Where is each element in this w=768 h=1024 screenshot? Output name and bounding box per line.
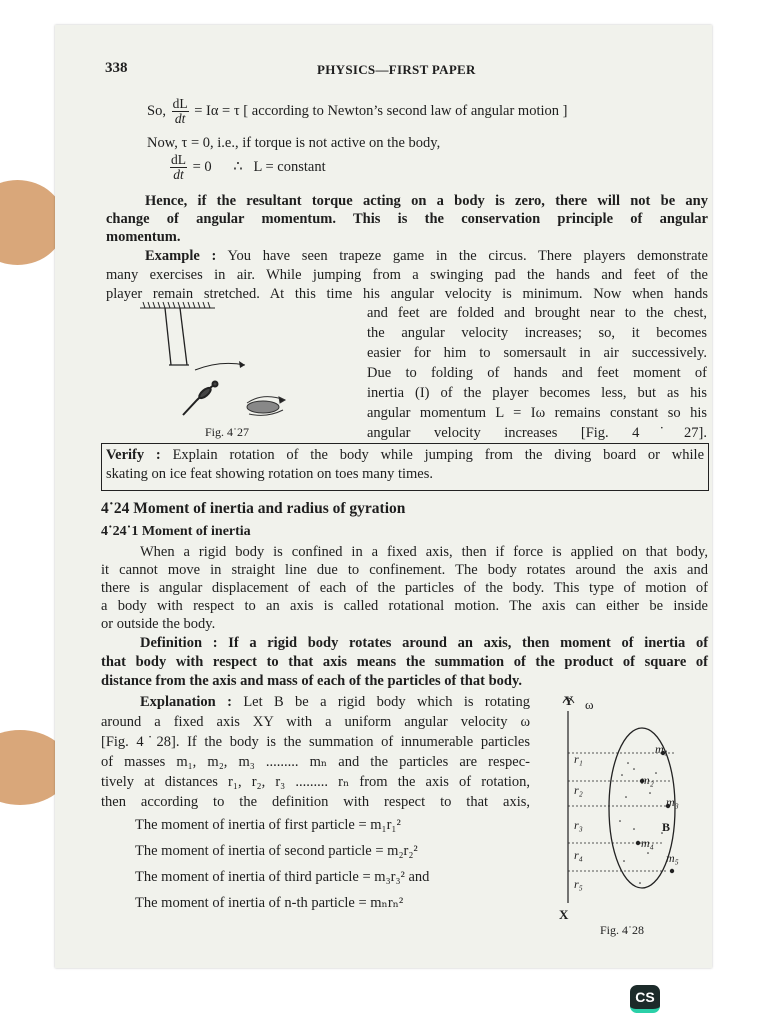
example-line-2: many exercises in air. While jumping from a swinging pad the hands and feet of the (106, 267, 708, 283)
fraction (172, 97, 189, 126)
fraction (170, 153, 187, 182)
conservation-line-2: change of angular momentum. This is the conservation principle of angular (106, 211, 708, 227)
example-wrap-4: Due to folding of hands and feet moment of (367, 365, 707, 381)
verify-text: Explain rotation of the body while jumping from the diving board or while (172, 447, 705, 463)
example-wrap-6: angular momentum L = Iω remains constant so his (367, 405, 707, 421)
definition-line-2: that body with respect to that axis means the summation of the product of square of (101, 654, 708, 670)
explanation-line-1 (140, 693, 530, 712)
example-text: You have seen trapeze game in the circus. There players demonstrate (227, 248, 708, 264)
r3-label: r₃ (574, 818, 583, 832)
explanation-line-3: [Fig. 4˙28]. If the body is the summation of innumerable particles (101, 734, 530, 750)
moment-third: The moment of inertia of third particle = m₃r₃² and (135, 869, 430, 885)
motion-arrow (195, 363, 245, 370)
conservation-line-3: momentum. (106, 229, 181, 245)
example-wrap-3: easier for him to somersault in air successively. (367, 345, 707, 361)
example-wrap-7: angular velocity increases [Fig. 4˙27]. (367, 425, 707, 441)
r5-label: r₅ (574, 877, 583, 891)
para1-line-2: it cannot move in straight line due to confinement. The body rotates around the axis and (101, 562, 708, 578)
definition-label: Definition : (140, 635, 218, 651)
moment-nth: The moment of inertia of n-th particle = mₙrₙ² (135, 895, 404, 911)
omega-label: ω (585, 697, 594, 712)
distance-lines (568, 753, 675, 871)
equation-dl-dt (147, 97, 567, 126)
running-title: PHYSICS—FIRST PAPER (317, 62, 476, 77)
book-page (55, 25, 712, 968)
example-line-1 (145, 247, 708, 265)
m5-label: m₅ (666, 851, 679, 865)
para1-line-4: a body with respect to an axis is called rotational motion. The axis can either be inside (101, 598, 708, 614)
para1-line-3: there is angular displacement of each of the particles of the body. This type of motion of (101, 580, 708, 596)
equation-constant (168, 153, 326, 182)
definition-text: If a rigid body rotates around an axis, then moment of inertia of (228, 635, 709, 651)
axis-label-x: X (559, 907, 569, 922)
fig-4-27-caption: Fig. 4˙27 (205, 425, 250, 439)
torque-zero-line: Now, τ = 0, i.e., if torque is not active on the body, (147, 135, 441, 151)
example-wrap-2: the angular velocity increases; so, it becomes (367, 325, 707, 341)
so-label: So, (147, 102, 166, 119)
trapeze-swing (165, 308, 189, 365)
explanation-line-4: of masses m₁, m₂, m₃ ......... mₙ and the particles are respec- (101, 754, 530, 770)
explanation-line-2: around a fixed axis XY with a uniform angular velocity ω (101, 714, 530, 730)
example-label: Example : (145, 248, 217, 264)
verify-box (101, 443, 709, 491)
verify-line-2: skating on ice feat showing rotation on toes many times. (106, 466, 433, 482)
jumper-stretched (183, 382, 218, 416)
trapeze-figure (135, 300, 325, 420)
scanner-logo-badge: CS (630, 985, 660, 1013)
definition-line-3: distance from the axis and mass of each of the particles of that body. (101, 673, 523, 689)
subsection-heading (101, 524, 251, 540)
frac-den: dt (173, 167, 184, 182)
frac-num: dL (172, 96, 188, 111)
fig-4-28-caption: Fig. 4˙28 (600, 923, 645, 937)
para1-line-1: When a rigid body is confined in a fixed axis, then if force is applied on that body, (140, 544, 708, 560)
equation-rest: = Iα = τ [ according to Newton’s second law of angular motion ] (194, 102, 568, 119)
arrow-head (239, 361, 245, 368)
m3-label: m₃ (666, 795, 679, 809)
moment-second: The moment of inertia of second particle = m₂r₂² (135, 843, 418, 859)
example-wrap-5: inertia (I) of the player becomes less, but as his (367, 385, 707, 401)
frac-num: dL (171, 152, 186, 167)
conservation-line-1: Hence, if the resultant torque acting on a body is zero, there will not be any (145, 193, 708, 209)
equation-rest: = 0 ∴ L = constant (192, 158, 326, 175)
r2-label: r₂ (574, 783, 583, 797)
section-number: 4˙24 (101, 500, 130, 517)
jumper-folded (247, 397, 285, 416)
moment-first: The moment of inertia of first particle = m₁r₁² (135, 817, 401, 833)
example-wrap-1: and feet are folded and brought near to the chest, (367, 305, 707, 321)
explanation-text: Let B be a rigid body which is rotating (243, 694, 530, 710)
definition-line-1 (140, 634, 708, 652)
explanation-label: Explanation : (140, 694, 232, 710)
r1-label: r₁ (574, 752, 583, 766)
explanation-line-5: tively at distances r₁, r₂, r₃ ......... rₙ from the axis of rotation, (101, 774, 530, 790)
section-heading (101, 500, 405, 518)
ceiling-hatch (140, 302, 215, 308)
r4-label: r₄ (574, 848, 583, 862)
section-title: Moment of inertia and radius of gyration (133, 500, 406, 517)
para1-line-5: or outside the body. (101, 616, 216, 632)
explanation-line-6: then according to the definition with respect to that axis, (101, 794, 530, 810)
axis-label-y: Y (564, 693, 574, 708)
frac-den: dt (174, 111, 186, 126)
m4-label: m₄ (641, 836, 654, 850)
body-label-b: B (662, 820, 671, 834)
example-line-3: player remain stretched. At this time his angular velocity is minimum. Now when hands (106, 286, 708, 302)
page-number: 338 (105, 60, 128, 76)
verify-line-1 (106, 446, 704, 465)
subsection-title: Moment of inertia (141, 524, 251, 539)
m2-label: m₂ (641, 773, 654, 787)
subsection-number: 4˙24˙1 (101, 524, 139, 539)
verify-label: Verify : (106, 447, 161, 463)
m1-label: m₁ (655, 742, 668, 756)
